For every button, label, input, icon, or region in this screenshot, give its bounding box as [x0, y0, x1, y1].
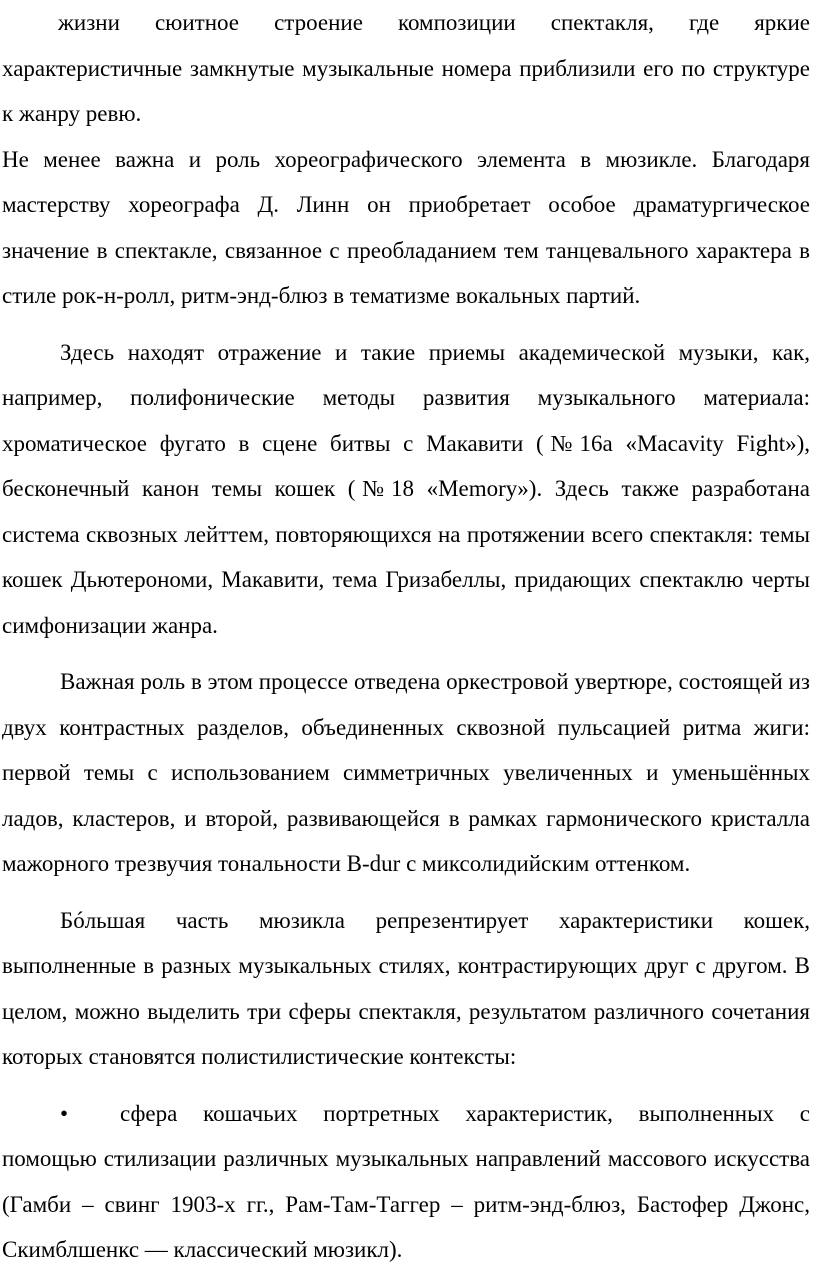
paragraph-continuation: жизни сюитное строение композиции спектакля, где яркие характеристичные замкнутые музыкальные номера приблизили его по структуре к жанру ревю. — [2, 10, 810, 126]
paragraph-academic-techniques: Здесь находят отражение и такие приемы академической музыки, как, например, полифонические методы развития музыкального материала: хроматическое фугато в сцене битвы с Макавити (№16а «Macavity Fight»), бесконечный канон темы кошек (№18 «Memory»). Здесь также разработана система сквозных лейттем, повторяющихся на протяжении всего спектакля: темы кошек Дьютерономи, Макавити, тема Гризабеллы, придающих спектаклю черты симфонизации жанра. — [2, 339, 810, 638]
bullet-text: сфера кошачьих портретных характеристик, выполненных с помощью стилизации различных музыкальных направлений массового искусства (Гамби – свинг 1903-х гг., Рам-Там-Таггер – ритм-энд-блюз, Бастофер Джонс, Скимблшенкс — классический мюзикл). — [2, 1100, 810, 1262]
paragraph-cat-characteristics: Бóльшая часть мюзикла репрезентирует характеристики кошек, выполненные в разных музыкальных стилях, контрастирующих друг с другом. В целом, можно выделить три сферы спектакля, результатом различного сочетания которых становятся полистилистические контексты: — [2, 907, 810, 1069]
paragraph-overture: Важная роль в этом процессе отведена оркестровой увертюре, состоящей из двух контрастных разделов, объединенных сквозной пульсацией ритма жиги: первой темы с использованием симметричных увеличенных и уменьшённых ладов, кластеров, и второй, развивающейся в рамках гармонического кристалла мажорного трезвучия тональности B-dur с миксолидийским оттенком. — [2, 669, 810, 876]
bullet-icon: • — [60, 1100, 69, 1126]
paragraph-choreography: Не менее важна и роль хореографического элемента в мюзикле. Благодаря мастерству хореографа Д. Линн он приобретает особое драматургическое значение в спектакле, связанное с преобладанием тем танцевального характера в стиле рок-н-ролл, ритм-энд-блюз в тематизме вокальных партий. — [2, 146, 810, 308]
bullet-item — [2, 1091, 810, 1273]
